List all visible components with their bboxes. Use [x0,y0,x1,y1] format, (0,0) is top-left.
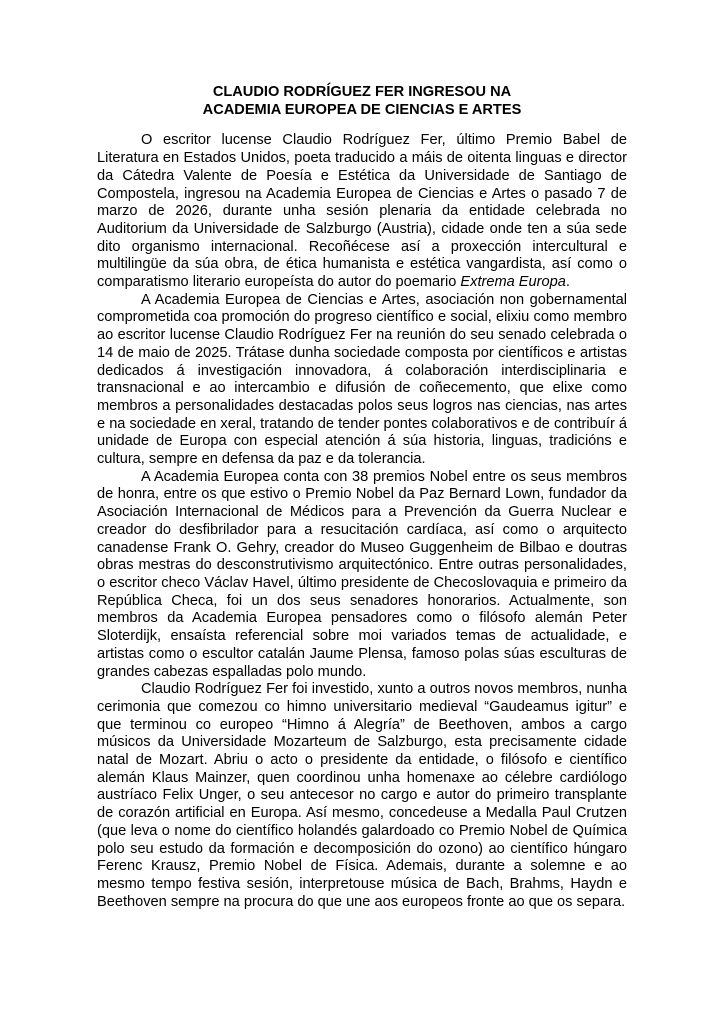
document-title-line-2: ACADEMIA EUROPEA DE CIENCIAS E ARTES [202,101,522,118]
document-title [97,84,627,119]
paragraph-intro-text: O escritor lucense Claudio Rodríguez Fer, último Premio Babel de Literatura en Estados Unidos, poeta traducido a máis de oitenta linguas e director da Cátedra Valente de Poesía e Estética da Universidade de Santiago de Compostela, ingresou na Academia Europea de Ciencias e Artes o pasado 7 de marzo de 2026, durante unha sesión plenaria da entidade celebrada no Auditorium da Universidade de Salzburgo (Austria), cidade onde ten a súa sede dito organismo internacional. Recoñécese así a proxección intercultural e multilingüe da súa obra, de ética humanista e estética vangardista, así como o comparatismo literario europeísta do autor do poemario [97,132,627,291]
paragraph-investiture-ceremony: Claudio Rodríguez Fer foi investido, xunto a outros novos membros, nunha cerimonia que comezou co himno universitario medieval “Gaudeamus igitur” e que terminou co europeo “Himno á Alegría” de Beethoven, ambos a cargo músicos da Universidade Mozarteum de Salzburgo, esta precisamente cidade natal de Mozart. Abriu o acto o presidente da entidade, o filósofo e científico alemán Klaus Mainzer, quen coordinou unha homenaxe ao célebre cardiólogo austríaco Felix Unger, o seu antecesor no cargo e autor do primeiro transplante de corazón artificial en Europa. Así mesmo, concedeuse a Medalla Paul Crutzen (que leva o nome do científico holandés galardoado co Premio Nobel de Química polo seu estudo da formación e decomposición do ozono) ao científico húngaro Ferenc Krausz, Premio Nobel de Física. Ademais, durante a solemne e ao mesmo tempo festiva sesión, interpretouse música de Bach, Brahms, Haydn e Beethoven sempre na procura do que une aos europeos fronte ao que os separa. [97,681,627,910]
poem-title-italic: Extrema Europa [460,274,566,291]
paragraph-intro-suffix: . [565,274,570,291]
paragraph-intro [97,132,627,291]
document-title-line-1: CLAUDIO RODRÍGUEZ FER INGRESOU NA [212,84,512,100]
paragraph-nobel-members: A Academia Europea conta con 38 premios Nobel entre os seus membros de honra, entre os que estivo o Premio Nobel da Paz Bernard Lown, fundador da Asociación Internacional de Médicos para a Prevención da Guerra Nuclear e creador do desfibrilador para a resucitación cardíaca, así como o arquitecto canadense Frank O. Gehry, creador do Museo Guggenheim de Bilbao e doutras obras mestras do desconstrutivismo arquitectónico. Entre outras personalidades, o escritor checo Václav Havel, último presidente de Checoslovaquia e primeiro da República Checa, foi un dos seus senadores honorarios. Actualmente, son membros da Academia Europea pensadores como o filósofo alemán Peter Sloterdijk, ensaísta referencial sobre moi variados temas de actualidade, e artistas como o escultor catalán Jaume Plensa, famoso polas súas esculturas de grandes cabezas espalladas polo mundo. [97,468,627,680]
paragraph-academia-description: A Academia Europea de Ciencias e Artes, asociación non gobernamental comprometida coa promoción do progreso científico e social, elixiu como membro ao escritor lucense Claudio Rodríguez Fer na reunión do seu senado celebrada o 14 de maio de 2025. Trátase dunha sociedade composta por científicos e artistas dedicados á investigación innovadora, á colaboración interdisciplinaria e transnacional e ao intercambio e difusión de coñecemento, que elixe como membros a personalidades destacadas polos seus logros nas ciencias, nas artes e na sociedade en xeral, tratando de tender pontes colaborativos e de contribuír á unidade de Europa con especial atención á súa historia, linguas, tradicións e cultura, sempre en defensa da paz e da tolerancia. [97,291,627,468]
